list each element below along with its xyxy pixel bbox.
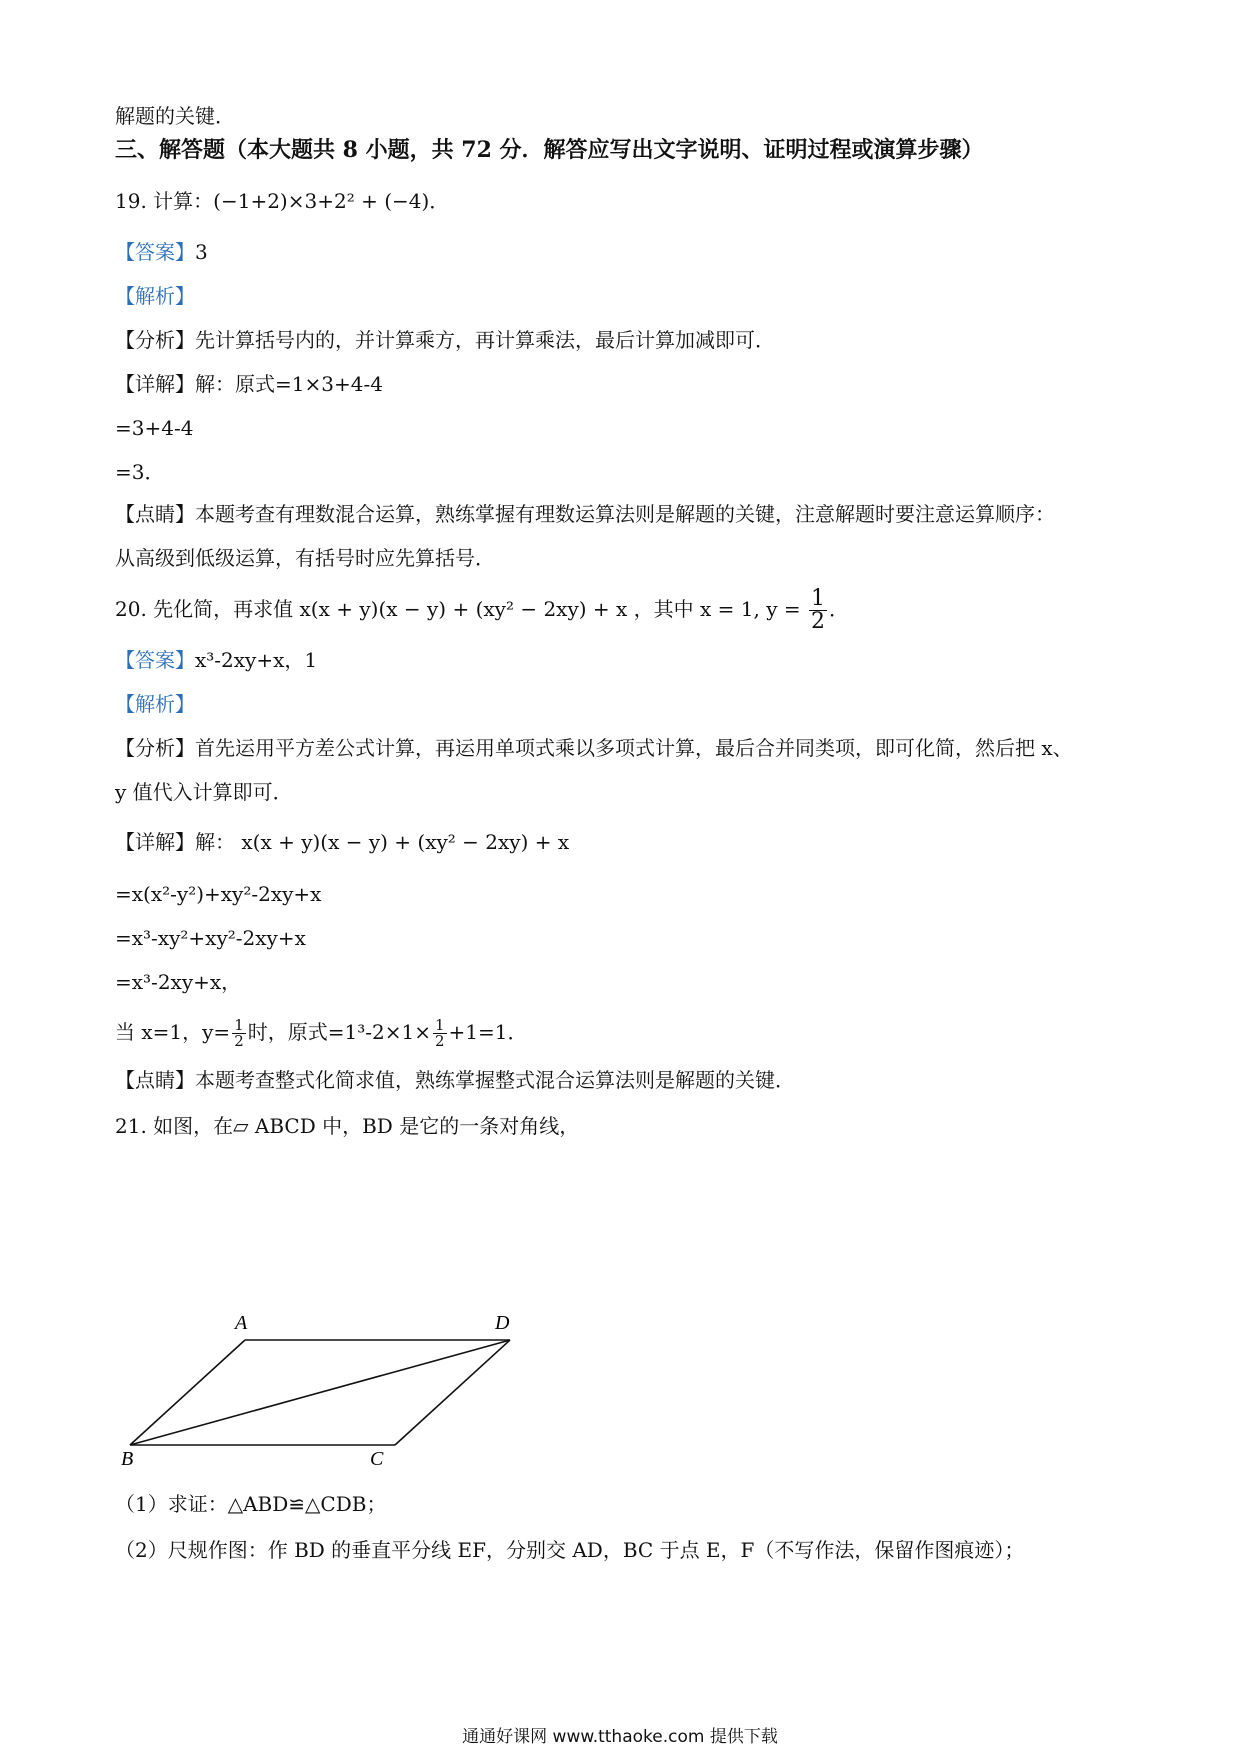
dianjing-text: 本题考查有理数混合运算，熟练掌握有理数运算法则是解题的关键，注意解题时要注意运算顺序： <box>195 502 1055 526</box>
fenxi-tag: 【分析】 <box>115 736 195 760</box>
label-c: C <box>370 1448 384 1465</box>
answer-value: 3 <box>195 240 208 264</box>
q19-step: =3． <box>115 460 165 484</box>
q19-answer <box>115 238 208 266</box>
q21-part1: （1）求证：△ABD≌△CDB； <box>115 1492 387 1516</box>
answer-value: x³-2xy+x，1 <box>195 648 318 672</box>
xiangjie-tag: 【详解】 <box>115 372 195 396</box>
answer-tag: 【答案】 <box>115 648 195 672</box>
sub-text: 当 x=1，y= <box>115 1020 231 1044</box>
q20-xiangjie <box>115 828 569 856</box>
q21-part2: （2）尺规作图：作 BD 的垂直平分线 EF，分别交 AD，BC 于点 E，F（不写作法，保留作图痕迹）； <box>115 1538 1025 1562</box>
xiangjie-text: 解： x(x + y)(x − y) + (xy² − 2xy) + x <box>195 830 570 854</box>
parallelogram-figure <box>115 1295 535 1465</box>
q19-fenxi <box>115 326 775 354</box>
q19-dianjing-cont: 从高级到低级运算，有括号时应先算括号． <box>115 546 495 570</box>
q19-jiexi-tag: 【解析】 <box>115 284 195 308</box>
page-footer: 通通好课网 www.tthaoke.com 提供下载 <box>462 1727 778 1747</box>
q20-substitution <box>115 1012 527 1052</box>
q20-dianjing <box>115 1066 795 1094</box>
q20-fenxi <box>115 734 1073 762</box>
fraction <box>232 1018 246 1049</box>
fraction-denominator: 2 <box>234 1032 244 1050</box>
question-21: 21. 如图，在▱ ABCD 中，BD 是它的一条对角线， <box>115 1114 580 1138</box>
sub-text: +1=1． <box>448 1020 528 1044</box>
q20-fenxi-cont: y 值代入计算即可． <box>115 780 293 804</box>
dianjing-text: 本题考查整式化简求值，熟练掌握整式混合运算法则是解题的关键． <box>195 1068 795 1092</box>
question-19: 19. 计算：(−1+2)×3+2² + (−4)． <box>115 189 450 213</box>
xiangjie-tag: 【详解】 <box>115 830 195 854</box>
q20-suffix: ． <box>829 597 849 621</box>
dianjing-tag: 【点睛】 <box>115 1068 195 1092</box>
question-20 <box>115 585 849 633</box>
q20-answer <box>115 646 317 674</box>
q20-step: =x³-2xy+x， <box>115 970 242 994</box>
q19-dianjing <box>115 500 1055 528</box>
q20-step: =x(x²-y²)+xy²-2xy+x <box>115 882 322 906</box>
answer-tag: 【答案】 <box>115 240 195 264</box>
fenxi-text: 先计算括号内的，并计算乘方，再计算乘法，最后计算加减即可． <box>195 328 775 352</box>
label-a: A <box>235 1312 248 1334</box>
fenxi-tag: 【分析】 <box>115 328 195 352</box>
q20-jiexi-tag: 【解析】 <box>115 692 195 716</box>
fraction-numerator: 1 <box>234 1016 244 1034</box>
q20-text: 20. 先化简，再求值 x(x + y)(x − y) + (xy² − 2xy) + x ，其中 x = 1, y = <box>115 597 807 621</box>
fraction-denominator: 2 <box>811 609 825 634</box>
q20-step: =x³-xy²+xy²-2xy+x <box>115 926 306 950</box>
fenxi-text: 首先运用平方差公式计算，再运用单项式乘以多项式计算，最后合并同类项，即可化简，然后把 x、 <box>195 736 1073 760</box>
q19-xiangjie <box>115 370 383 398</box>
label-d: D <box>495 1312 510 1334</box>
section-heading: 三、解答题（本大题共 8 小题，共 72 分．解答应写出文字说明、证明过程或演算步骤） <box>115 137 984 163</box>
sub-text: 时，原式=1³-2×1× <box>247 1020 431 1044</box>
fraction-numerator: 1 <box>811 586 825 611</box>
q19-step: =3+4-4 <box>115 416 194 440</box>
fraction <box>433 1018 447 1049</box>
fraction-denominator: 2 <box>434 1032 445 1050</box>
fraction <box>809 588 827 633</box>
dianjing-tag: 【点睛】 <box>115 502 195 526</box>
text-line: 解题的关键． <box>115 104 235 128</box>
label-b: B <box>121 1448 134 1465</box>
fraction-numerator: 1 <box>434 1016 445 1034</box>
xiangjie-text: 解：原式=1×3+4-4 <box>195 372 383 396</box>
